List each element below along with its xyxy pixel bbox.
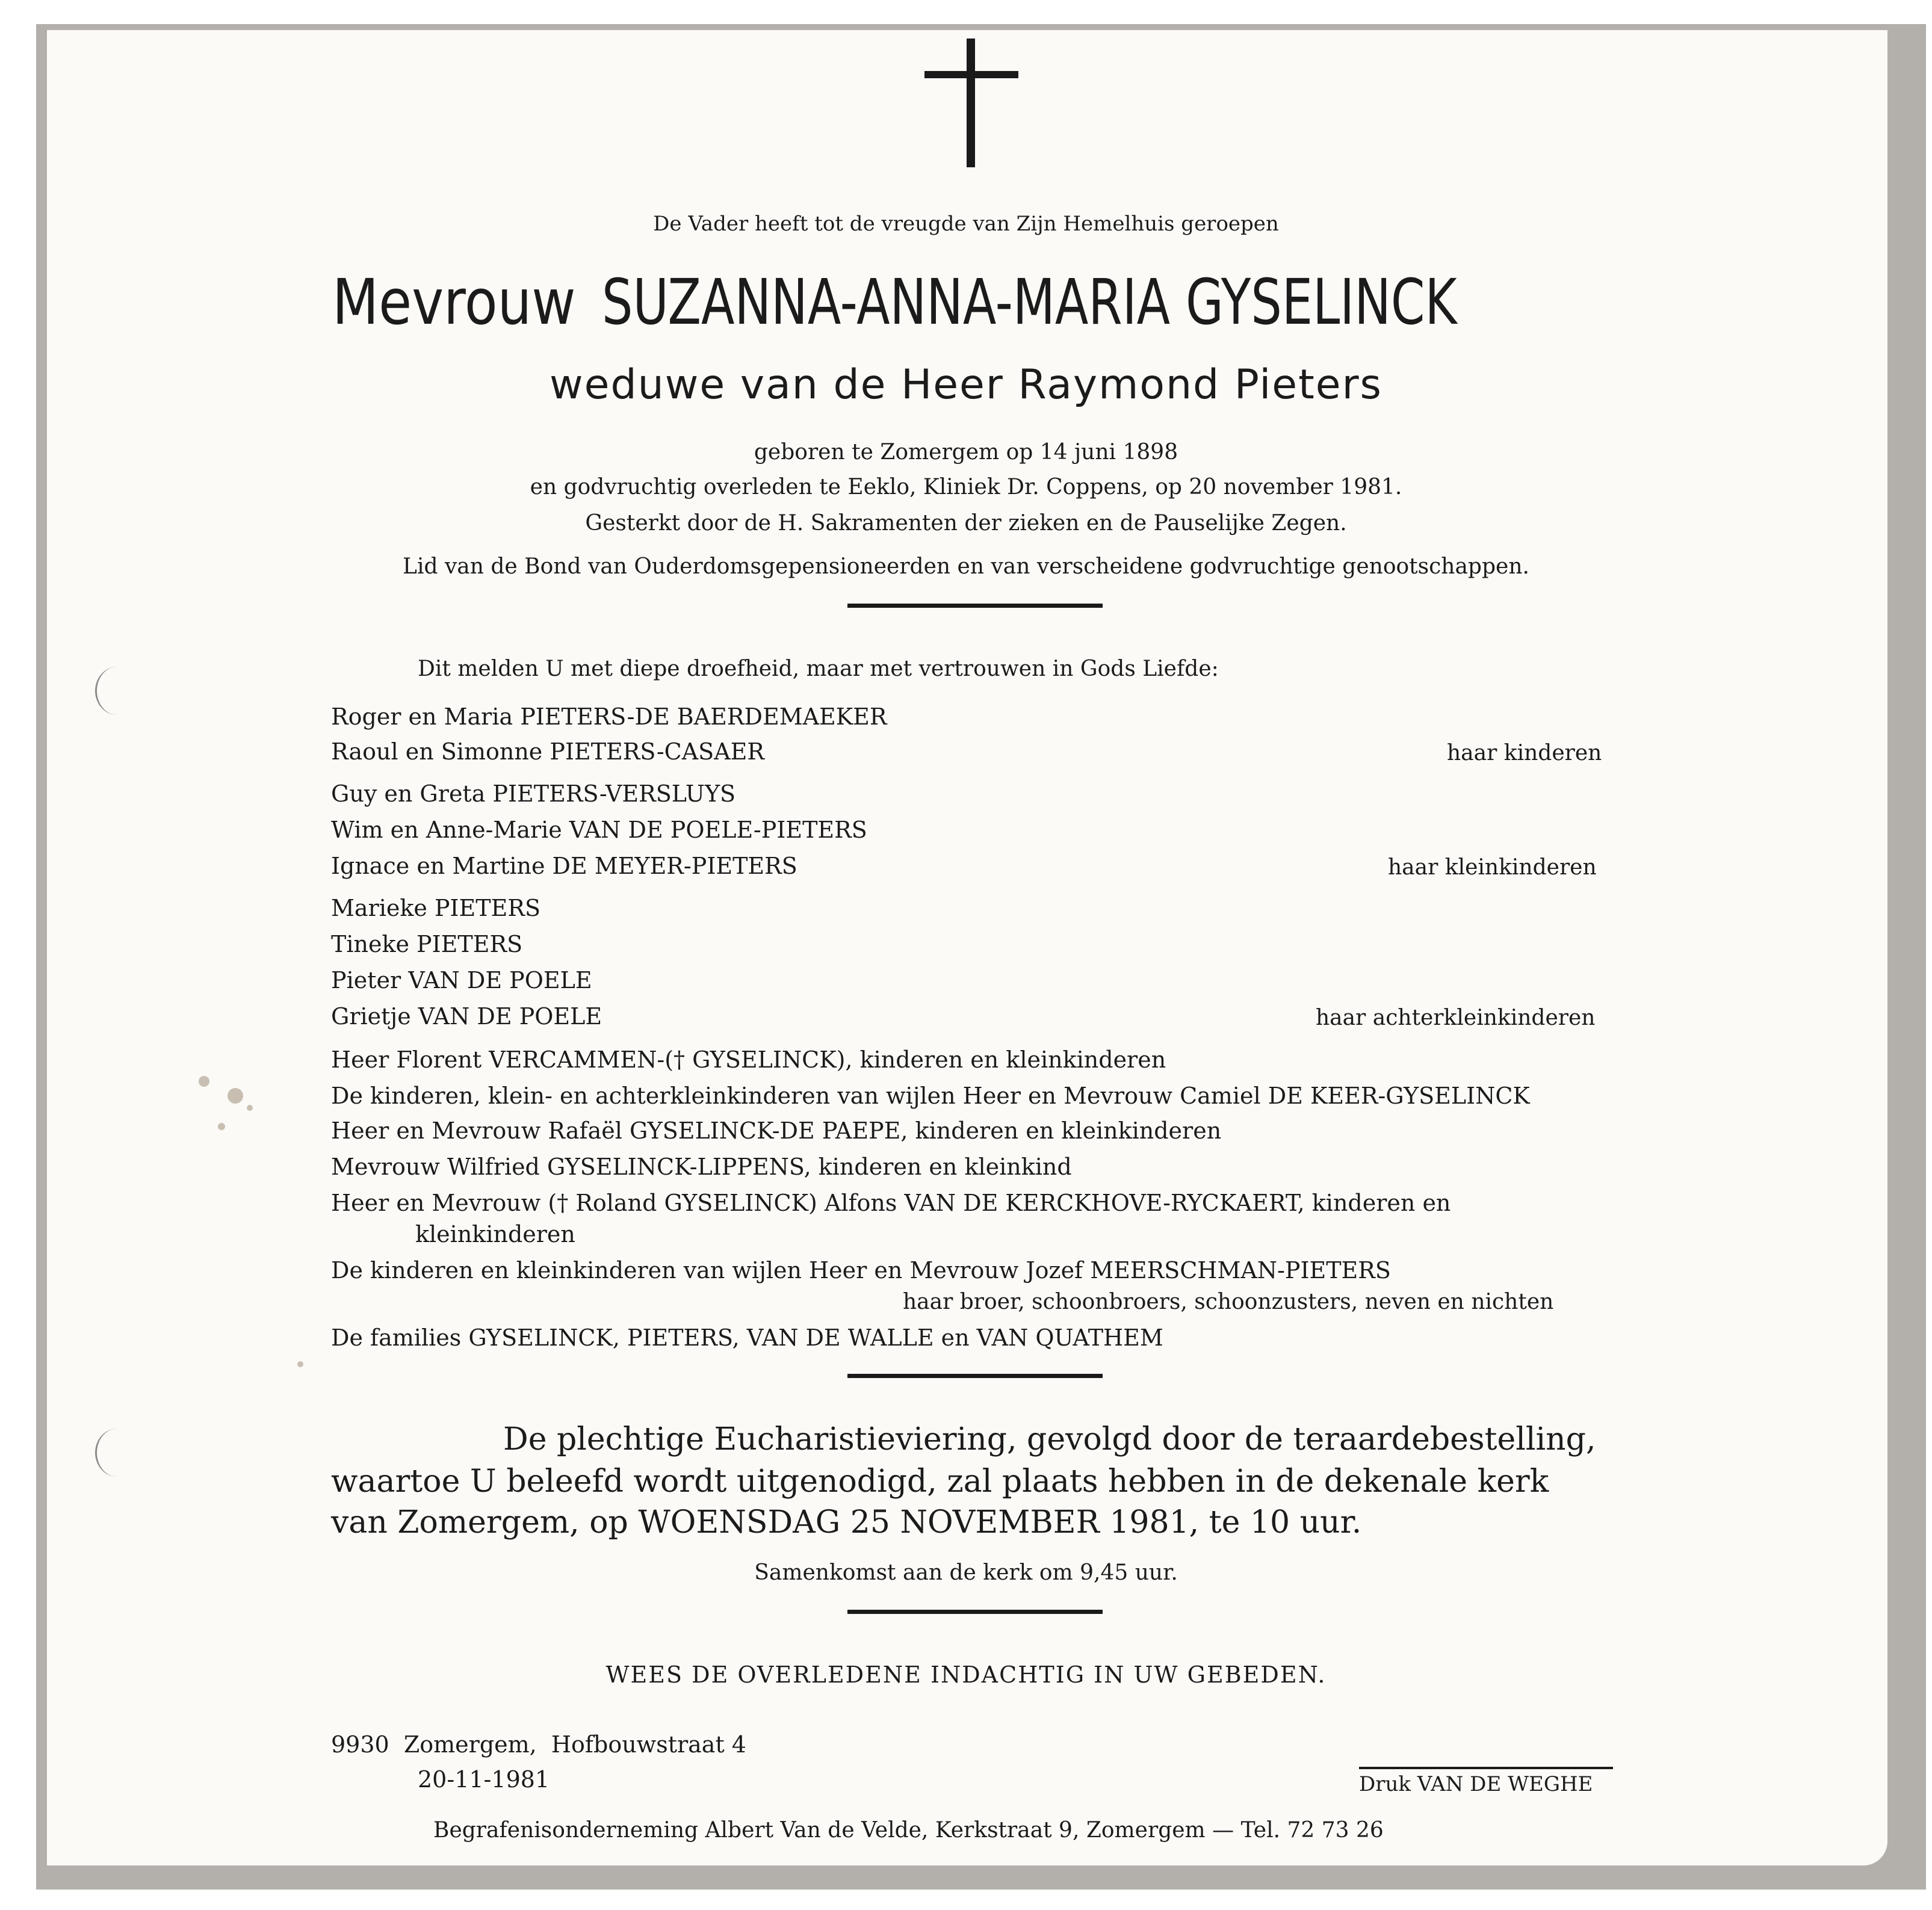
membership-line: Lid van de Bond van Ouderdomsgepensioneerden en van verscheidene godvruchtige genootschappen. [403, 554, 1529, 579]
punch-hole-bottom [95, 1429, 139, 1477]
divider-rule [847, 604, 1103, 608]
relation-siblings: haar broer, schoonbroers, schoonzusters, neven en nichten [903, 1290, 1554, 1314]
family-line: Pieter VAN DE POELE [331, 967, 592, 994]
relation-grandchildren: haar kleinkinderen [1388, 855, 1597, 880]
ceremony-line: waartoe U beleefd wordt uitgenodigd, zal plaats hebben in de dekenale kerk [331, 1463, 1549, 1500]
family-line: Guy en Greta PIETERS-VERSLUYS [331, 780, 736, 807]
divider-rule [847, 1610, 1103, 1614]
divider-rule [847, 1374, 1103, 1378]
paper-speck [247, 1105, 253, 1111]
paper-speck [199, 1076, 209, 1087]
birth-line: geboren te Zomergem op 14 juni 1898 [754, 440, 1178, 465]
gathering-line: Samenkomst aan de kerk om 9,45 uur. [754, 1560, 1178, 1585]
family-line: Heer en Mevrouw Rafaël GYSELINCK-DE PAEPE, kinderen en kleinkinderen [331, 1117, 1222, 1144]
ceremony-line: De plechtige Eucharistieviering, gevolgd door de teraardebestelling, [503, 1421, 1596, 1457]
sacraments-line: Gesterkt door de H. Sakramenten der zieken en de Pauselijke Zegen. [585, 511, 1347, 536]
address: 9930 Zomergem, Hofbouwstraat 4 [331, 1731, 746, 1758]
printer: Druk VAN DE WEGHE [1359, 1772, 1593, 1796]
relation-children: haar kinderen [1447, 741, 1602, 765]
family-line: Wim en Anne-Marie VAN DE POELE-PIETERS [331, 817, 867, 843]
family-line: Mevrouw Wilfried GYSELINCK-LIPPENS, kinderen en kleinkind [331, 1154, 1072, 1180]
printer-rule [1359, 1767, 1613, 1769]
family-line: Tineke PIETERS [331, 931, 523, 957]
family-line: De kinderen en kleinkinderen van wijlen Heer en Mevrouw Jozef MEERSCHMAN-PIETERS [331, 1257, 1391, 1284]
intro-line: De Vader heeft tot de vreugde van Zijn Hemelhuis geroepen [653, 212, 1279, 236]
family-line: Heer en Mevrouw († Roland GYSELINCK) Alfons VAN DE KERCKHOVE-RYCKAERT, kinderen en [331, 1190, 1451, 1216]
family-line: De families GYSELINCK, PIETERS, VAN DE WALLE en VAN QUATHEM [331, 1324, 1163, 1351]
punch-hole-top [95, 667, 139, 715]
family-line: kleinkinderen [415, 1221, 575, 1247]
relation-great-grandchildren: haar achterkleinkinderen [1316, 1006, 1596, 1030]
ceremony-line: van Zomergem, op WOENSDAG 25 NOVEMBER 1981, te 10 uur. [331, 1504, 1362, 1541]
date: 20-11-1981 [418, 1766, 550, 1793]
prayer-line: WEES DE OVERLEDENE INDACHTIG IN UW GEBEDEN. [605, 1661, 1327, 1688]
family-line: Raoul en Simonne PIETERS-CASAER [331, 738, 764, 765]
family-line: Marieke PIETERS [331, 895, 541, 921]
widow-line: weduwe van de Heer Raymond Pieters [550, 361, 1382, 409]
undertaker: Begrafenisonderneming Albert Van de Velde, Kerkstraat 9, Zomergem — Tel. 72 73 26 [433, 1818, 1384, 1843]
family-line: Grietje VAN DE POELE [331, 1003, 602, 1030]
family-line: Roger en Maria PIETERS-DE BAERDEMAEKER [331, 703, 887, 730]
death-line: en godvruchtig overleden te Eeklo, Kliniek Dr. Coppens, op 20 november 1981. [530, 475, 1402, 499]
announcement-intro: Dit melden U met diepe droefheid, maar met vertrouwen in Gods Liefde: [418, 657, 1219, 681]
paper-speck [297, 1361, 303, 1367]
paper-speck [218, 1123, 225, 1130]
family-line: Heer Florent VERCAMMEN-(† GYSELINCK), kinderen en kleinkinderen [331, 1046, 1166, 1073]
name-title: Mevrouw [332, 265, 576, 339]
deceased-name: SUZANNA-ANNA-MARIA GYSELINCK [602, 265, 1457, 339]
family-line: Ignace en Martine DE MEYER-PIETERS [331, 853, 797, 879]
family-line: De kinderen, klein- en achterkleinkinderen van wijlen Heer en Mevrouw Camiel DE KEER-GYSELINCK [331, 1083, 1530, 1109]
paper-speck [228, 1088, 243, 1104]
